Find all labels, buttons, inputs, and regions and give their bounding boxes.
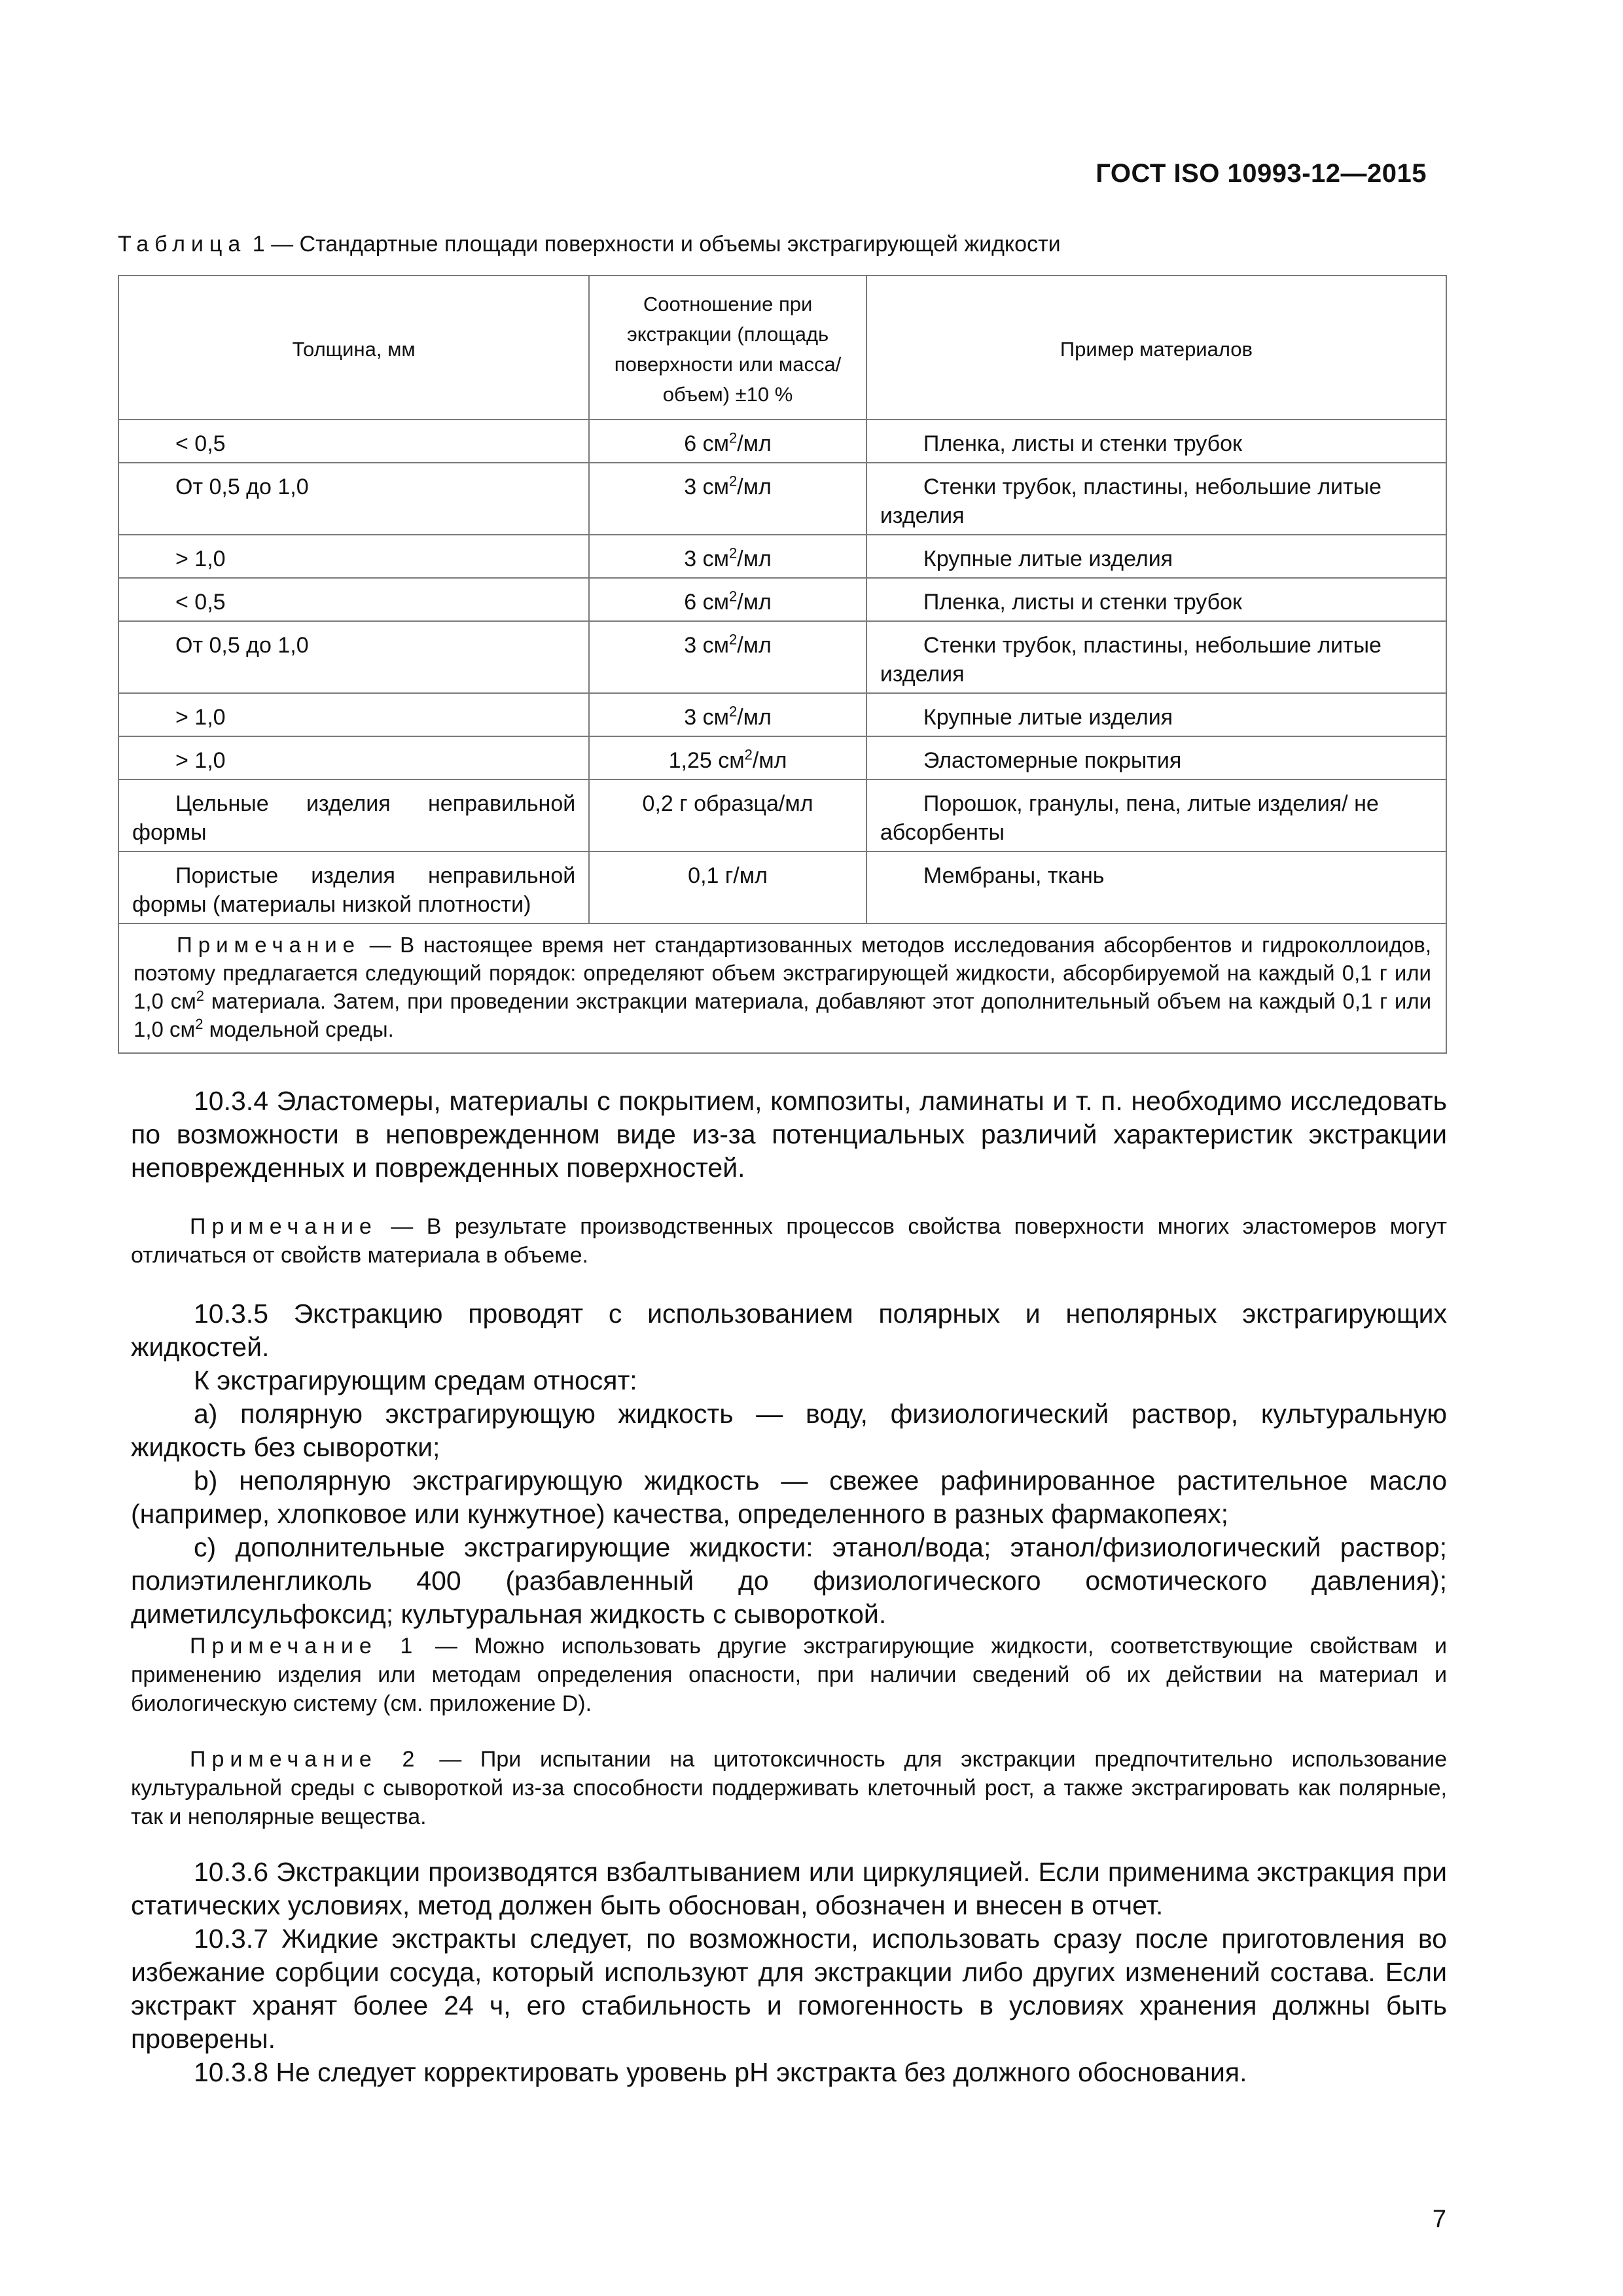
note-10-3-4: Примечание — В результате производственных процессов свойства поверхности многих эластомеров могут отличаться от свойств материала в объеме. [131, 1214, 1447, 1268]
cell-thickness: > 1,0 [118, 535, 589, 578]
table-header-row [118, 276, 1446, 420]
cell-thickness: От 0,5 до 1,0 [118, 463, 589, 535]
cell-thickness: < 0,5 [118, 578, 589, 621]
cell-example: Стенки трубок, пластины, небольшие литые изделия [866, 463, 1446, 535]
cell-example: Крупные литые изделия [866, 535, 1446, 578]
cell-thickness: < 0,5 [118, 420, 589, 463]
cell-ratio: 6 $см^2/мл$ [589, 578, 866, 621]
cell-ratio: 1,25 $см^2/мл$ [589, 736, 866, 780]
document-header: ГОСТ ISO 10993-12—2015 [1096, 159, 1427, 188]
surface-volume-table [118, 275, 1447, 1054]
cell-thickness: > 1,0 [118, 693, 589, 736]
cell-ratio: 3 $см^2/мл$ [589, 463, 866, 535]
section-10-3-7: 10.3.7 Жидкие экстракты следует, по возможности, использовать сразу после приготовления во избежание сорбции сосуда, который используют для экстракции либо других изменений состава. Если экстракт хранят более 24 ч, его стабильность и гомогенность в условиях хранения должны быть проверены. [131, 1924, 1447, 2054]
cell-thickness: Цельные изделия неправильной формы [118, 780, 589, 852]
table-note: Примечание — В настоящее время нет стандартизованных методов исследования абсорбентов и гидроколлоидов, поэтому предлагается следующий порядок: определяют объем экстрагирующей жидкости, абсорбируемой на каждый 0,1 г или 1,0 $см^2$ материала. Затем, при проведении экстракции материала, добавляют этот дополнительный объем на каждый 0,1 г или 1,0 $см^2$ модельной среды. [118, 924, 1446, 1053]
header-example: Пример материалов [866, 276, 1446, 420]
cell-example: Пленка, листы и стенки трубок [866, 578, 1446, 621]
page-number: 7 [1432, 2206, 1446, 2233]
section-10-3-5: 10.3.5 Экстракцию проводят с использованием полярных и неполярных экстрагирующих жидкостей. К экстрагирующим средам относят: a) полярную экстрагирующую жидкость — воду, физиологический раствор, культуральную жидкость без сыворотки; b) неполярную экстрагирующую жидкость — свежее рафинированное растительное масло (например, хлопковое или кунжутное) качества, определенного в разных фармакопеях; c) дополнительные экстрагирующие жидкости: этанол/вода; этанол/физиологический раствор; полиэтиленгликоль 400 (разбавленный до физиологического осмотического давления); диметилсульфоксид; культуральная жидкость с сывороткой. [131, 1299, 1447, 1629]
table-caption [118, 232, 1061, 257]
section-10-3-4: 10.3.4 Эластомеры, материалы с покрытием, композиты, ламинаты и т. п. необходимо исследовать по возможности в неповрежденном виде из-за потенциальных различий характеристик экстракции неповрежденных и поврежденных поверхностей. [131, 1086, 1447, 1183]
cell-thickness: Пористые изделия неправильной формы (материалы низкой плотности) [118, 852, 589, 924]
table-row [118, 621, 1446, 693]
header-thickness: Толщина, мм [118, 276, 589, 420]
table-row [118, 780, 1446, 852]
cell-ratio: 3 $см^2/мл$ [589, 535, 866, 578]
cell-ratio: 0,2 г образца/мл [589, 780, 866, 852]
table-caption-title: 1 — Стандартные площади поверхности и объемы экстрагирующей жидкости [246, 232, 1061, 257]
table-row [118, 736, 1446, 780]
cell-example: Мембраны, ткань [866, 852, 1446, 924]
table-row [118, 578, 1446, 621]
cell-example: Пленка, листы и стенки трубок [866, 420, 1446, 463]
cell-example: Крупные литые изделия [866, 693, 1446, 736]
table-row [118, 420, 1446, 463]
sections-10-3-6-to-10-3-8 [131, 1856, 1447, 2089]
table-caption-label: Таблица [118, 232, 247, 257]
cell-example: Стенки трубок, пластины, небольшие литые изделия [866, 621, 1446, 693]
cell-thickness: От 0,5 до 1,0 [118, 621, 589, 693]
header-ratio: Соотношение при экстракции (площадь поверхности или масса/объем) ±10 % [589, 276, 866, 420]
section-10-3-8: 10.3.8 Не следует корректировать уровень pH экстракта без должного обоснования. [194, 2057, 1247, 2087]
cell-example: Порошок, гранулы, пена, литые изделия/ не абсорбенты [866, 780, 1446, 852]
cell-example: Эластомерные покрытия [866, 736, 1446, 780]
table-row [118, 463, 1446, 535]
note-extraction-2: Примечание 2 — При испытании на цитотоксичность для экстракции предпочтительно использование культуральной среды с сывороткой из-за способности поддерживать клеточный рост, а также экстрагировать как полярные, так и неполярные вещества. [131, 1747, 1447, 1829]
cell-ratio: 3 $см^2/мл$ [589, 621, 866, 693]
table-row [118, 852, 1446, 924]
cell-ratio: 3 $см^2/мл$ [589, 693, 866, 736]
note-extraction-1: Примечание 1 — Можно использовать другие экстрагирующие жидкости, соответствующие свойствам и применению изделия или методам определения опасности, при наличии сведений об их действии на материал и биологическую систему (см. приложение D). [131, 1634, 1447, 1716]
table-note-row [118, 924, 1446, 1053]
table-row [118, 535, 1446, 578]
cell-ratio: 0,1 г/мл [589, 852, 866, 924]
table-row [118, 693, 1446, 736]
cell-ratio: 6 $см^2/мл$ [589, 420, 866, 463]
cell-thickness: > 1,0 [118, 736, 589, 780]
section-10-3-6: 10.3.6 Экстракции производятся взбалтыванием или циркуляцией. Если применима экстракция при статических условиях, метод должен быть обоснован, обозначен и внесен в отчет. [131, 1857, 1447, 1920]
